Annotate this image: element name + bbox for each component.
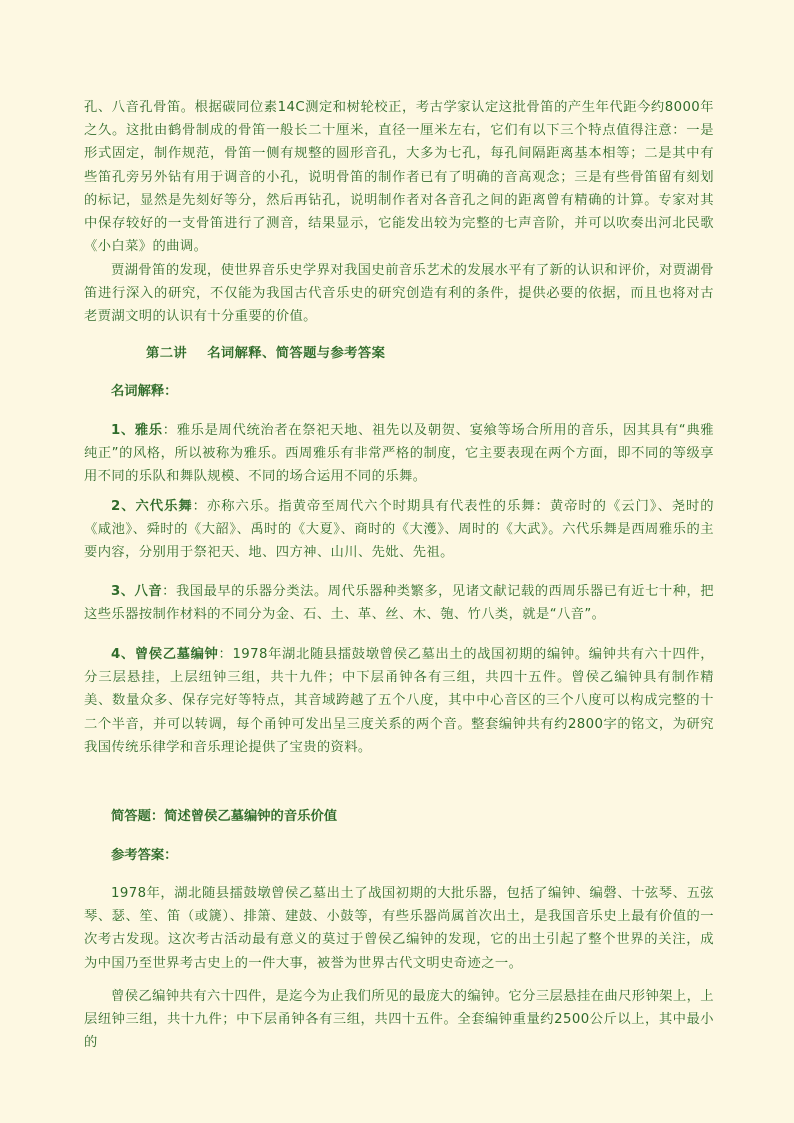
- term-label: 3、八音: [111, 584, 163, 599]
- lecture-subject: 名词解释、简答题与参考答案: [207, 346, 386, 361]
- term-separator: ：: [192, 499, 207, 514]
- short-question-heading: 简答题：简述曾侯乙墓编钟的音乐价值: [111, 809, 338, 824]
- term-bayin: [84, 580, 714, 626]
- jiahu-paragraph: 贾湖骨笛的发现，使世界音乐史学界对我国史前音乐艺术的发展水平有了新的认识和评价，对贾湖骨笛进行深入的研究，不仅能为我国古代音乐史的研究创造有利的条件，提供必要的依据，而且也将对古老贾湖文明的认识有十分重要的价值。: [84, 263, 714, 325]
- term-label: 4、曾侯乙墓编钟: [111, 647, 219, 662]
- answer-heading: 参考答案：: [111, 848, 178, 863]
- term-label: 2、六代乐舞: [111, 499, 193, 514]
- term-label: 1、雅乐: [111, 423, 163, 438]
- term-zenghouyi-bianzhong: [84, 643, 714, 759]
- lecture-number: 第二讲: [146, 346, 188, 361]
- term-liudai-yuewu: [84, 495, 714, 565]
- intro-paragraph: 孔、八音孔骨笛。根据碳同位素14C测定和树轮校正，考古学家认定这批骨笛的产生年代距今约8000年之久。这批由鹤骨制成的骨笛一般长二十厘米，直径一厘米左右，它们有以下三个特点值得注意：一是形式固定，制作规范，骨笛一侧有规整的圆形音孔，大多为七孔，每孔间隔距离基本相等；二是其中有些笛孔旁另外钻有用于调音的小孔，说明骨笛的制作者已有了明确的音高观念；三是有些骨笛留有刻划的标记，显然是先刻好等分，然后再钻孔，说明制作者对各音孔之间的距离曾有精确的计算。专家对其中保存较好的一支骨笛进行了测音，结果显示，它能发出较为完整的七声音阶，并可以吹奏出河北民歌《小白菜》的曲调。: [84, 100, 714, 255]
- term-separator: ：: [162, 584, 176, 599]
- term-definition: 亦称六乐。指黄帝至周代六个时期具有代表性的乐舞：黄帝时的《云门》、尧时的《咸池》、舜时的《大韶》、禹时的《大夏》、商时的《大濩》、周时的《大武》。六代乐舞是西周雅乐的主要内容，分别用于祭祀天、地、四方神、山川、先妣、先祖。: [84, 499, 715, 561]
- term-yayue: [84, 419, 714, 489]
- term-definition: 雅乐是周代统治者在祭祀天地、祖先以及朝贺、宴飨等场合所用的音乐，因其具有“典雅纯正”的风格，所以被称为雅乐。西周雅乐有非常严格的制度，它主要表现在两个方面，即不同的等级享用不同的乐队和舞队规模、不同的场合运用不同的乐舞。: [84, 423, 714, 485]
- answer-paragraph-2: 曾侯乙编钟共有六十四件，是迄今为止我们所见的最庞大的编钟。它分三层悬挂在曲尺形钟架上，上层纽钟三组，共十九件；中下层甬钟各有三组，共四十五件。全套编钟重量约2500公斤以上，其中最小的: [84, 989, 714, 1051]
- lecture-title: [146, 342, 385, 361]
- term-separator: ：: [218, 647, 233, 662]
- term-separator: ：: [162, 423, 177, 438]
- answer-paragraph-1: 1978年，湖北随县擂鼓墩曾侯乙墓出土了战国初期的大批乐器，包括了编钟、编磬、十弦琴、五弦琴、瑟、笙、笛（或篪）、排箫、建鼓、小鼓等，有些乐器尚属首次出土，是我国音乐史上最有价值的一次考古发现。这次考古活动最有意义的莫过于曾侯乙编钟的发现，它的出土引起了整个世界的关注，成为中国乃至世界考古史上的一件大事，被誉为世界古代文明史奇迹之一。: [84, 886, 714, 971]
- term-definition: 1978年湖北随县擂鼓墩曾侯乙墓出土的战国初期的编钟。编钟共有六十四件，分三层悬挂，上层纽钟三组，共十九件；中下层甬钟各有三组，共四十五件。曾侯乙编钟具有制作精美、数量众多、保存完好等特点，其音域跨越了五个八度，其中中心音区的三个八度可以构成完整的十二个半音，并可以转调，每个甬钟可发出呈三度关系的两个音。整套编钟共有约2800字的铭文，为研究我国传统乐律学和音乐理论提供了宝贵的资料。: [84, 647, 714, 755]
- term-definition: 我国最早的乐器分类法。周代乐器种类繁多，见诸文献记载的西周乐器已有近七十种，把这些乐器按制作材料的不同分为金、石、土、革、丝、木、匏、竹八类，就是“八音”。: [84, 584, 714, 623]
- terms-heading: 名词解释：: [111, 384, 178, 399]
